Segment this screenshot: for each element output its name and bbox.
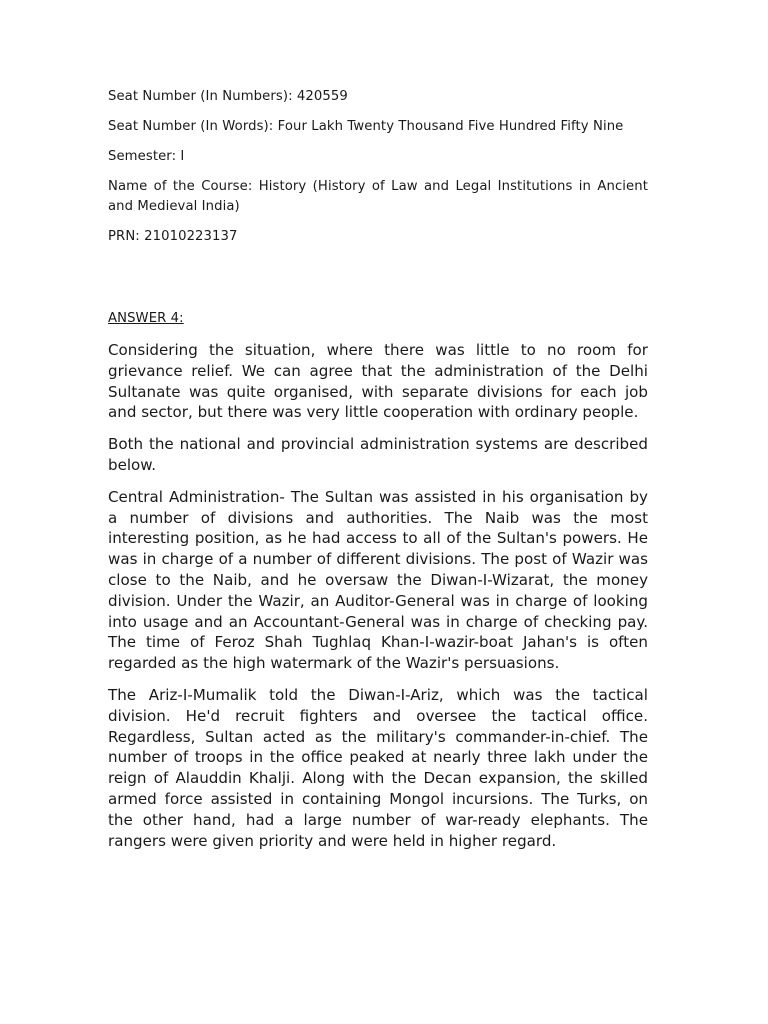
answer-paragraph: Central Administration- The Sultan was assisted in his organisation by a number of divisions and authorities. The Naib was the most interesting position, as he had access to all of the Sultan's powers. He was in charge of a number of different divisions. The post of Wazir was close to the Naib, and he oversaw the Diwan-I-Wizarat, the money division. Under the Wazir, an Auditor-General was in charge of looking into usage and an Accountant-General was in charge of checking pay. The time of Feroz Shah Tughlaq Khan-I-wazir-boat Jahan's is often regarded as the high watermark of the Wazir's persuasions. <box>108 487 648 673</box>
course-name: Name of the Course: History (History of Law and Legal Institutions in Ancient and Medieval India) <box>108 179 648 214</box>
answer-paragraph: The Ariz-I-Mumalik told the Diwan-I-Ariz, which was the tactical division. He'd recruit fighters and oversee the tactical office. Regardless, Sultan acted as the military's commander-in-chief. The number of troops in the office peaked at nearly three lakh under the reign of Alauddin Khalji. Along with the Decan expansion, the skilled armed force assisted in containing Mongol incursions. The Turks, on the other hand, had a large number of war-ready elephants. The rangers were given priority and were held in higher regard. <box>108 685 648 850</box>
semester: Semester: I <box>108 149 185 164</box>
answer-body <box>108 340 648 862</box>
answer-heading: ANSWER 4: <box>108 311 184 326</box>
student-details <box>108 87 648 257</box>
answer-paragraph: Both the national and provincial administration systems are described below. <box>108 435 648 474</box>
seat-number-numbers: Seat Number (In Numbers): 420559 <box>108 89 348 104</box>
seat-number-words: Seat Number (In Words): Four Lakh Twenty Thousand Five Hundred Fifty Nine <box>108 119 624 134</box>
answer-paragraph: Considering the situation, where there was little to no room for grievance relief. We can agree that the administration of the Delhi Sultanate was quite organised, with separate divisions for each job and sector, but there was very little cooperation with ordinary people. <box>108 341 648 422</box>
prn: PRN: 21010223137 <box>108 229 238 244</box>
